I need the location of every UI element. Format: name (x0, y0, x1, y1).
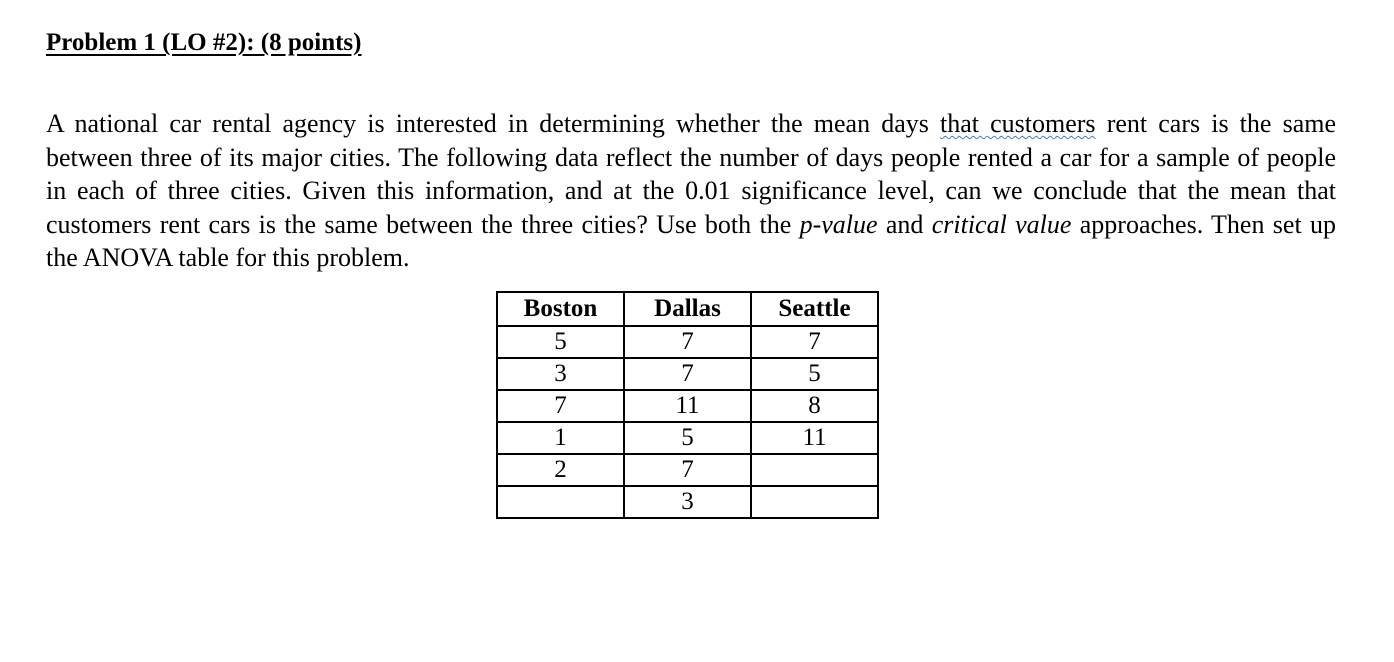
problem-statement (46, 107, 1336, 275)
p-value-term: p-value (799, 209, 878, 239)
column-header-dallas: Dallas (624, 292, 751, 326)
table-row (497, 358, 878, 390)
statement-text-2: rent cars is the same between three of its major cities. The following data reflect the number of days people rented a car for a sample of people in each of three cities. Given this information, and at the 0.01 significance level, can we conclude that the mean that customers rent cars is the same between the three cities? Use both the (46, 109, 1336, 239)
statement-text-1: A national car rental agency is interested in determining whether the mean days (46, 109, 941, 138)
table-cell: 7 (624, 454, 751, 486)
table-cell: 8 (751, 390, 878, 422)
table-row (497, 454, 878, 486)
table-row (497, 326, 878, 358)
table-cell: 7 (624, 326, 751, 358)
statement-text-3: and (877, 209, 932, 239)
column-header-boston: Boston (497, 292, 624, 326)
table-cell: 7 (624, 358, 751, 390)
table-cell: 1 (497, 422, 624, 454)
table-row (497, 422, 878, 454)
table-cell: 2 (497, 454, 624, 486)
table-header-row (497, 292, 878, 326)
table-cell: 5 (497, 326, 624, 358)
table-cell: 7 (751, 326, 878, 358)
table-cell (751, 454, 878, 486)
table-cell: 11 (624, 390, 751, 422)
table-cell (751, 486, 878, 518)
table-cell: 5 (751, 358, 878, 390)
problem-document (46, 28, 1336, 275)
grammar-flagged-text[interactable]: that customers (940, 109, 1096, 138)
table-cell: 3 (497, 358, 624, 390)
column-header-seattle: Seattle (751, 292, 878, 326)
table-cell (497, 486, 624, 518)
rental-days-table (496, 291, 879, 519)
problem-heading: Problem 1 (LO #2): (8 points) (46, 29, 362, 56)
table-cell: 5 (624, 422, 751, 454)
table-cell: 3 (624, 486, 751, 518)
statement-text-4: approaches. Then set up the ANOVA table for this problem. (46, 209, 1336, 272)
table-row (497, 390, 878, 422)
critical-value-term: critical value (931, 209, 1072, 239)
table-row (497, 486, 878, 518)
table-cell: 11 (751, 422, 878, 454)
table-cell: 7 (497, 390, 624, 422)
